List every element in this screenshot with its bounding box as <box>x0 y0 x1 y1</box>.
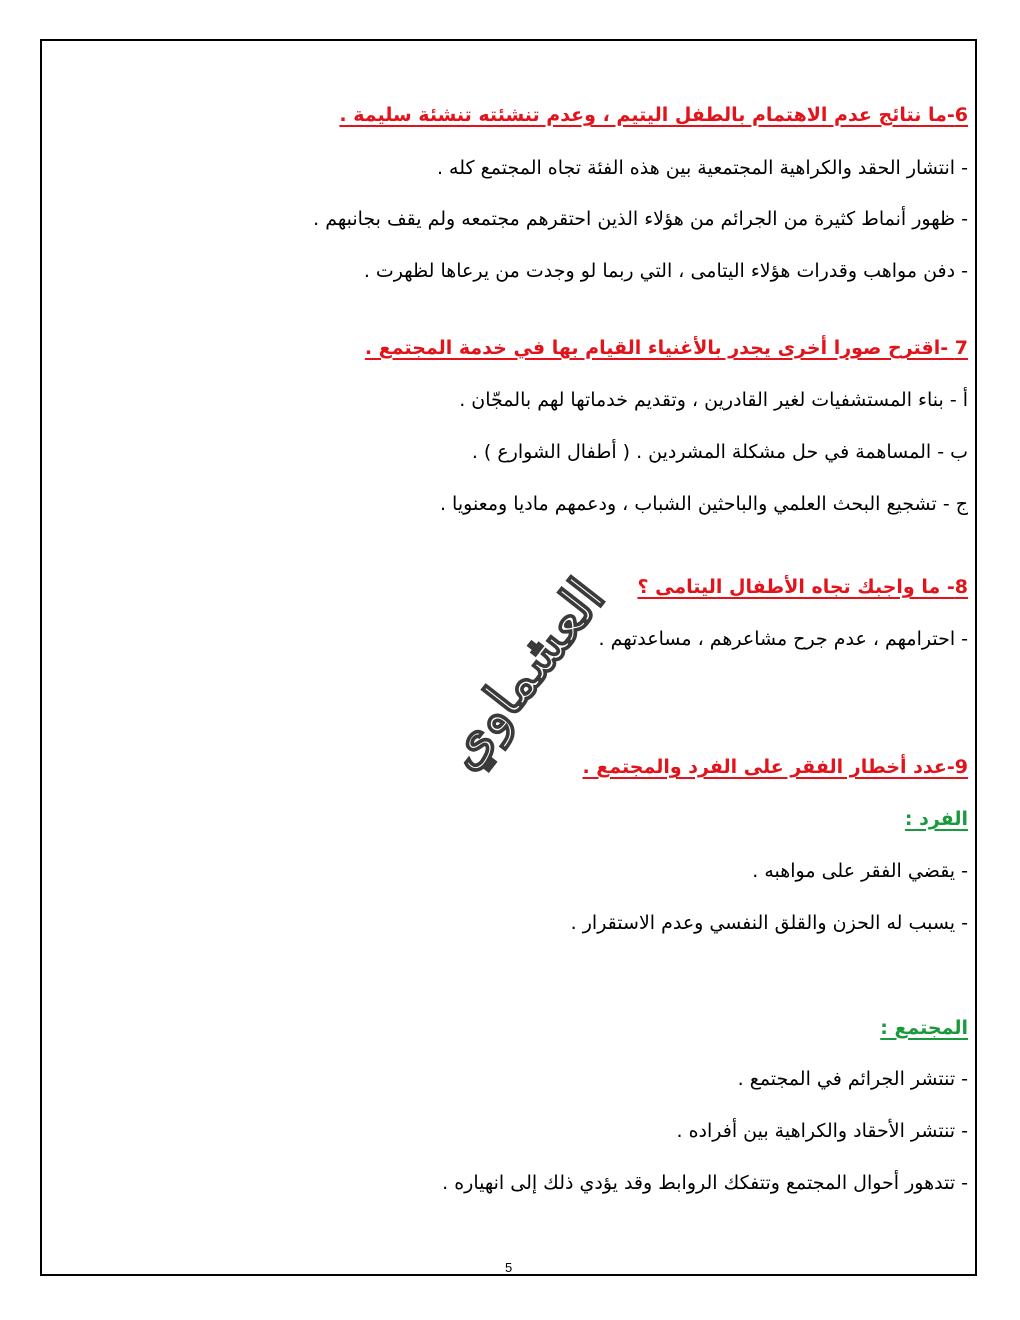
individual-item-2: - يسبب له الحزن والقلق النفسي وعدم الاستقرار . <box>570 912 968 934</box>
subheading-individual: الفرد : <box>904 808 968 830</box>
subheading-society: المجتمع : <box>880 1017 968 1039</box>
answer-6-3: - دفن مواهب وقدرات هؤلاء اليتامى ، التي ربما لو وجدت من يرعاها لظهرت . <box>363 260 968 282</box>
page-number: 5 <box>505 1260 513 1275</box>
question-7: 7 -اقترح صورا أخرى يجدر بالأغنياء القيام بها في خدمة المجتمع . <box>364 337 968 359</box>
answer-7-a: أ - بناء المستشفيات لغير القادرين ، وتقديم خدماتها لهم بالمجّان . <box>459 389 968 411</box>
question-6: 6-ما نتائج عدم الاهتمام بالطفل اليتيم ، وعدم تنشئته تنشئة سليمة . <box>339 104 968 126</box>
author-watermark: العشماوي <box>429 566 617 781</box>
answer-7-c: ج - تشجيع البحث العلمي والباحثين الشباب ، ودعمهم ماديا ومعنويا . <box>439 493 968 515</box>
society-item-2: - تنتشر الأحقاد والكراهية بين أفراده . <box>676 1120 968 1142</box>
individual-item-1: - يقضي الفقر على مواهبه . <box>752 860 968 882</box>
answer-7-b: ب - المساهمة في حل مشكلة المشردين . ( أطفال الشوارع ) . <box>471 441 968 463</box>
answer-8-1: - احترامهم ، عدم جرح مشاعرهم ، مساعدتهم . <box>598 628 968 650</box>
society-item-3: - تتدهور أحوال المجتمع وتتفكك الروابط وقد يؤدي ذلك إلى انهياره . <box>442 1172 968 1194</box>
answer-6-1: - انتشار الحقد والكراهية المجتمعية بين هذه الفئة تجاه المجتمع كله . <box>436 157 968 179</box>
society-item-1: - تنتشر الجرائم في المجتمع . <box>737 1068 968 1090</box>
question-8: 8- ما واجبك تجاه الأطفال اليتامى ؟ <box>637 576 968 598</box>
answer-6-2: - ظهور أنماط كثيرة من الجرائم من هؤلاء الذين احتقرهم مجتمعه ولم يقف بجانبهم . <box>313 208 968 230</box>
question-9: 9-عدد أخطار الفقر على الفرد والمجتمع . <box>582 756 968 778</box>
